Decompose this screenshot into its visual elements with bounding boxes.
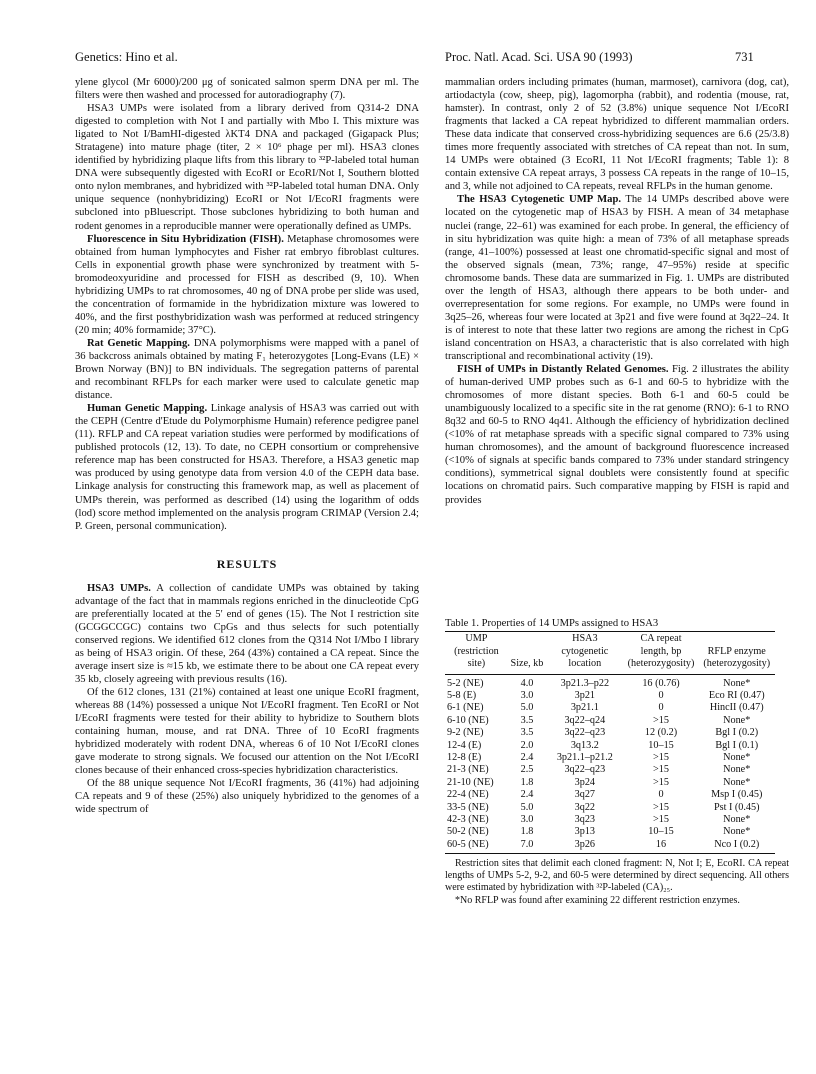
table-cell-rflp: None* xyxy=(723,677,751,689)
table-cell-loc: 3q23 xyxy=(574,813,596,825)
paragraph: mammalian orders including primates (human, marmoset), carnivora (dog, cat), artiodactyla (cow, sheep, pig), lagomorpha (rabbit), and rodentia (mouse, rat, hamster). In contrast, only 2 of 52 (3.8%) unique sequence Not I/EcoRI fragments that lacked a CA repeat hybridized to different mammalian orders. These data indicate that conserved cross-hybridizing sequences are 6.6 (25/3.8) times more frequently associated with stretches of CA repeat than not. In sum, 14 UMPs were obtained (3 EcoRI, 11 Not I/EcoRI fragments; Table 1): 8 contain extensive CA repeat arrays, 3 possess CA repeats in the range of 10–15, and 3, while not adjoined to CA repeats, reveal RFLPs in the human genome. xyxy=(445,77,789,193)
table-cell-rflp: None* xyxy=(723,826,751,838)
table-cell-rflp: Msp I (0.45) xyxy=(711,789,763,801)
col-header-ump: UMP (restriction site) xyxy=(445,632,508,675)
left-column xyxy=(75,76,419,816)
table-cell-rflp: None* xyxy=(723,776,751,788)
table-cell-ump: 5-8 (E) xyxy=(447,689,477,701)
col-header-location: HSA3 cytogenetic location xyxy=(546,632,623,675)
table-cell-ca: 12 (0.2) xyxy=(644,727,678,739)
table-row xyxy=(445,690,775,702)
table-cell-loc: 3p13 xyxy=(574,826,596,838)
table-cell-rflp: HincII (0.47) xyxy=(709,702,764,714)
table-cell-loc: 3p26 xyxy=(546,839,623,854)
run-in-heading: Fluorescence in Situ Hybridization (FISH). xyxy=(87,233,284,245)
table-cell-size: 5.0 xyxy=(520,702,534,714)
table-row xyxy=(445,674,775,690)
table-cell-rflp: Bgl I (0.2) xyxy=(715,727,759,739)
paragraph: FISH of UMPs in Distantly Related Genomes. Fig. 2 illustrates the ability of human-derived UMP probes such as 6-1 and 60-5 to hybridize with the chromosomes of more distant species. Both 6-1 and 60-5 could be unambiguously localized to a specific site in the rat genome (RNO): 6-1 to RNO 8q32 and 60-5 to RNO 4q41. Although the efficiency of hybridization declined (<10% of rat metaphase spreads with a specific signal compared to 73% using human chromosomes), and the amount of background fluorescence increased (<10% of signals at specific bands compared to 73% under standard stringency conditions), symmetrical signal doublets were consistently found at specific locations on chromatid pairs. Such comparative mapping by FISH is rapid and provides xyxy=(445,364,789,506)
table-cell-size: 2.4 xyxy=(520,751,534,763)
table-cell-ca: 10–15 xyxy=(648,826,674,838)
table-1 xyxy=(445,618,789,907)
table-footnote: *No RFLP was found after examining 22 different restriction enzymes. xyxy=(455,895,740,907)
run-in-heading: Human Genetic Mapping. xyxy=(87,403,208,415)
table-cell-size: 4.0 xyxy=(520,677,534,689)
paragraph: Rat Genetic Mapping. DNA polymorphisms were mapped with a panel of 36 backcross animals obtained by mating F₁ heterozygotes [Long-Evans (LE) × Brown Norway (BN)] to BN individuals. The segregation patterns of parental and recombinant RFLPs for each marker were used to calculate genetic map distance. xyxy=(75,337,419,402)
table-cell-size: 2.5 xyxy=(520,764,534,776)
table-cell-loc: 3q22 xyxy=(574,801,596,813)
table-row xyxy=(445,752,775,764)
table-cell-ca: >15 xyxy=(653,801,669,813)
table-cell-ump: 42-3 (NE) xyxy=(447,813,489,825)
paragraph: Human Genetic Mapping. Linkage analysis of HSA3 was carried out with the CEPH (Centre d'Etude du Polymorphisme Humain) reference pedigree panel (11). RFLP and CA repeat variation studies were performed by modifications of published protocols (12, 13). To date, no CEPH consortium or comprehensive reference map has been constructed for HSA3. Therefore, a HSA3 genetic map was produced by using genotype data from version 4.0 of the CEPH data base. Linkage analysis for constructing this framework map, as well as placement of UMPs therein, was performed as described (14) using the logarithm of odds (lod) score method implemented on the analysis program CRIMAP (Version 2.4; P. Green, personal communication). xyxy=(75,403,419,532)
table-row xyxy=(445,814,775,826)
paragraph: HSA3 UMPs were isolated from a library derived from Q314-2 DNA digested to completion with Not I and partially with Mbo I. This mixture was ligated to Not I/BamHI-digested λKT4 DNA and packaged (Gigapack Plus; Stratagene) into mature phage (titer, 2 × 10⁶ phage per ml). HSA3 clones identified by hybridizing plaque lifts from this library to ³²P-labeled total human DNA were subsequently digested with EcoRI or EcoRI/Not I, Southern blotted onto nylon membranes, and hybridized with ³²P-labeled total human DNA. Only unique sequence (nonhybridizing) EcoRI or Not I/EcoRI fragments were subcloned into pBluescript. Those subclones hybridizing to both human and rodent genomes in a reproducible manner were operationally defined as UMPs. xyxy=(75,103,419,232)
table-cell-loc: 3p21 xyxy=(574,689,596,701)
table-cell-rflp: None* xyxy=(723,764,751,776)
table-cell-loc: 3p21.1–p21.2 xyxy=(556,751,613,763)
right-column xyxy=(445,76,789,507)
table-cell-loc: 3p21.1 xyxy=(570,702,599,714)
table-cell-ca: 0 xyxy=(658,789,664,801)
table-cell-size: 7.0 xyxy=(508,839,546,854)
table-cell-ump: 12-8 (E) xyxy=(447,751,482,763)
table-cell-ca: >15 xyxy=(653,813,669,825)
table-cell-ump: 12-4 (E) xyxy=(447,739,482,751)
table-cell-size: 3.0 xyxy=(520,813,534,825)
col-header-rflp: RFLP enzyme (heterozygosity) xyxy=(698,632,775,675)
paragraph: Fluorescence in Situ Hybridization (FISH). Metaphase chromosomes were obtained from human lymphocytes and Fisher rat embryo fibroblast cultures. Cells in exponential growth phase were synchronized by treatment with 5-bromodeoxyuridine and processed for FISH as described (9, 10). When hybridizing UMPs to rat chromosomes, 40 ng of DNA probe per slide was used, the concentration of formamide in the hybridization mixture was lowered to 40%, and the first posthybridization wash was performed at reduced stringency (20 min; 40% formamide; 37°C). xyxy=(75,233,419,336)
table-cell-ca: >15 xyxy=(653,776,669,788)
running-header-right: Proc. Natl. Acad. Sci. USA 90 (1993) xyxy=(445,50,633,64)
table-row xyxy=(445,764,775,776)
table-row xyxy=(445,740,775,752)
table-row xyxy=(445,802,775,814)
table-cell-rflp: None* xyxy=(723,751,751,763)
table-cell-rflp: Pst I (0.45) xyxy=(713,801,760,813)
table-cell-ca: >15 xyxy=(653,714,669,726)
table-cell-size: 3.5 xyxy=(520,714,534,726)
table-cell-size: 2.4 xyxy=(520,789,534,801)
table-cell-ump: 50-2 (NE) xyxy=(447,826,489,838)
paragraph: ylene glycol (Mr 6000)/200 μg of sonicated salmon sperm DNA per ml. The filters were then washed and processed for autoradiography (7). xyxy=(75,77,419,102)
table-cell-ca: 16 xyxy=(624,839,699,854)
table-cell-rflp: None* xyxy=(723,813,751,825)
table-title: Table 1. Properties of 14 UMPs assigned to HSA3 xyxy=(445,618,659,629)
table-row xyxy=(445,715,775,727)
table-cell-loc: 3q22–q23 xyxy=(564,727,606,739)
table-cell-rflp: Bgl I (0.1) xyxy=(715,739,759,751)
table-cell-ump: 21-3 (NE) xyxy=(447,764,489,776)
table-cell-ump: 21-10 (NE) xyxy=(447,776,494,788)
paragraph: Of the 612 clones, 131 (21%) contained at least one unique EcoRI fragment, whereas 88 (14%) possessed a unique Not I/EcoRI fragment. Ten EcoRI or Not I/EcoRI fragments were tested for their ability to hybridize to Southern blots containing human, mouse, and rat DNA. Three of 10 EcoRI fragments hybridized moderately with rodent DNA, whereas 6 of 10 Not I/EcoRI clones gave moderate to strong signals. We focused our attention on the Not I/EcoRI clones because of their enhanced cross-species hybridization characteristics. xyxy=(75,687,419,777)
table-cell-loc: 3q27 xyxy=(574,789,596,801)
table-cell-ca: >15 xyxy=(653,751,669,763)
table-cell-ca: 0 xyxy=(658,689,664,701)
table-cell-rflp: Nco I (0.2) xyxy=(698,839,775,854)
table-cell-size: 3.0 xyxy=(520,689,534,701)
table-cell-ca: 10–15 xyxy=(648,739,674,751)
table-cell-ump: 60-5 (NE) xyxy=(445,839,508,854)
table-cell-ump: 5-2 (NE) xyxy=(447,677,484,689)
run-in-heading: HSA3 UMPs. xyxy=(87,582,151,594)
paragraph: HSA3 UMPs. A collection of candidate UMPs was obtained by taking advantage of the fact that in mammals regions enriched in the dinucleotide CpG are preferentially located at the 5′ end of genes (15). The Not I restriction site (GCGGCCGC) contains two CpGs and thus selects for such potentially conserved regions. We identified 612 clones from the Q314 Not I/Mbo I library as being of HSA3 origin. Of these, 264 (43%) contained a CA repeat. Since the average insert size is ≈15 kb, we estimate there to be about one CA repeat every 35 kb, closely agreeing with previous results (16). xyxy=(75,582,420,685)
table-body xyxy=(445,674,775,854)
section-heading: RESULTS xyxy=(216,556,278,571)
properties-table xyxy=(445,631,775,854)
run-in-heading: The HSA3 Cytogenetic UMP Map. xyxy=(457,194,622,206)
table-footnote: Restriction sites that delimit each cloned fragment: N, Not I; E, EcoRI. CA repeat lengths of UMPs 5-2, 9-2, and 60-5 were determined by direct sequencing. All others were estimated by hybridization with ³²P-labeled (CA)₂₅. xyxy=(445,858,789,894)
table-cell-ump: 33-5 (NE) xyxy=(447,801,489,813)
table-cell-ca: 16 (0.76) xyxy=(642,677,680,689)
paragraph: The HSA3 Cytogenetic UMP Map. The 14 UMPs described above were located on the cytogenetic map of HSA3 by FISH. A mean of 34 metaphase nuclei (range, 22–61) was examined for each probe. In general, the efficiency of in situ hybridization was quite high: a mean of 73% of all metaphase spreads (range, 41–100%) possessed at least one chromatid-specific signal and most of the observed signals (mean, 73%; range, 47–95%) reside at specific chromosome bands. These data are summarized in Fig. 1. UMPs are distributed over the length of HSA3, although there appears to be both under- and overrepresentation for some regions. For example, no UMPs were found in 3q25–26, whereas four were located at 3p21 and five were found at 3q22–24. It is of interest to note that these latter two regions are among the richest in CpG island concentration on HSA3, a characteristic that is also correlated with high transcriptional and recombinational activity (19). xyxy=(445,194,789,362)
table-row xyxy=(445,777,775,789)
table-cell-loc: 3q22–q23 xyxy=(564,764,606,776)
table-cell-ump: 6-10 (NE) xyxy=(447,714,489,726)
col-header-ca: CA repeat length, bp (heterozygosity) xyxy=(624,632,699,675)
table-row xyxy=(445,789,775,801)
table-cell-loc: 3q22–q24 xyxy=(564,714,606,726)
table-cell-ca: >15 xyxy=(653,764,669,776)
page-number: 731 xyxy=(735,50,754,64)
table-cell-ca: 0 xyxy=(658,702,664,714)
paragraph: Of the 88 unique sequence Not I/EcoRI fragments, 36 (41%) had adjoining CA repeats and 9 of these (25%) also uniquely hybridized to the genomes of a wide spectrum of xyxy=(75,778,419,816)
table-cell-size: 3.5 xyxy=(520,727,534,739)
table-cell-ump: 9-2 (NE) xyxy=(447,727,484,739)
table-cell-rflp: Eco RI (0.47) xyxy=(708,689,765,701)
table-row xyxy=(445,727,775,739)
table-row xyxy=(445,702,775,714)
table-cell-size: 1.8 xyxy=(520,826,534,838)
run-in-heading: Rat Genetic Mapping. xyxy=(87,337,190,349)
table-cell-ump: 6-1 (NE) xyxy=(447,702,484,714)
table-cell-size: 1.8 xyxy=(520,776,534,788)
running-header-left: Genetics: Hino et al. xyxy=(75,50,178,64)
table-cell-rflp: None* xyxy=(723,714,751,726)
table-cell-loc: 3p21.3–p22 xyxy=(560,677,610,689)
table-cell-size: 2.0 xyxy=(520,739,534,751)
col-header-size: Size, kb xyxy=(508,632,546,675)
table-row xyxy=(445,839,775,854)
table-cell-size: 5.0 xyxy=(520,801,534,813)
table-cell-ump: 22-4 (NE) xyxy=(447,789,489,801)
run-in-heading: FISH of UMPs in Distantly Related Genomes. xyxy=(457,364,669,376)
table-cell-loc: 3q13.2 xyxy=(570,739,599,751)
table-row xyxy=(445,826,775,838)
table-cell-loc: 3p24 xyxy=(574,776,596,788)
